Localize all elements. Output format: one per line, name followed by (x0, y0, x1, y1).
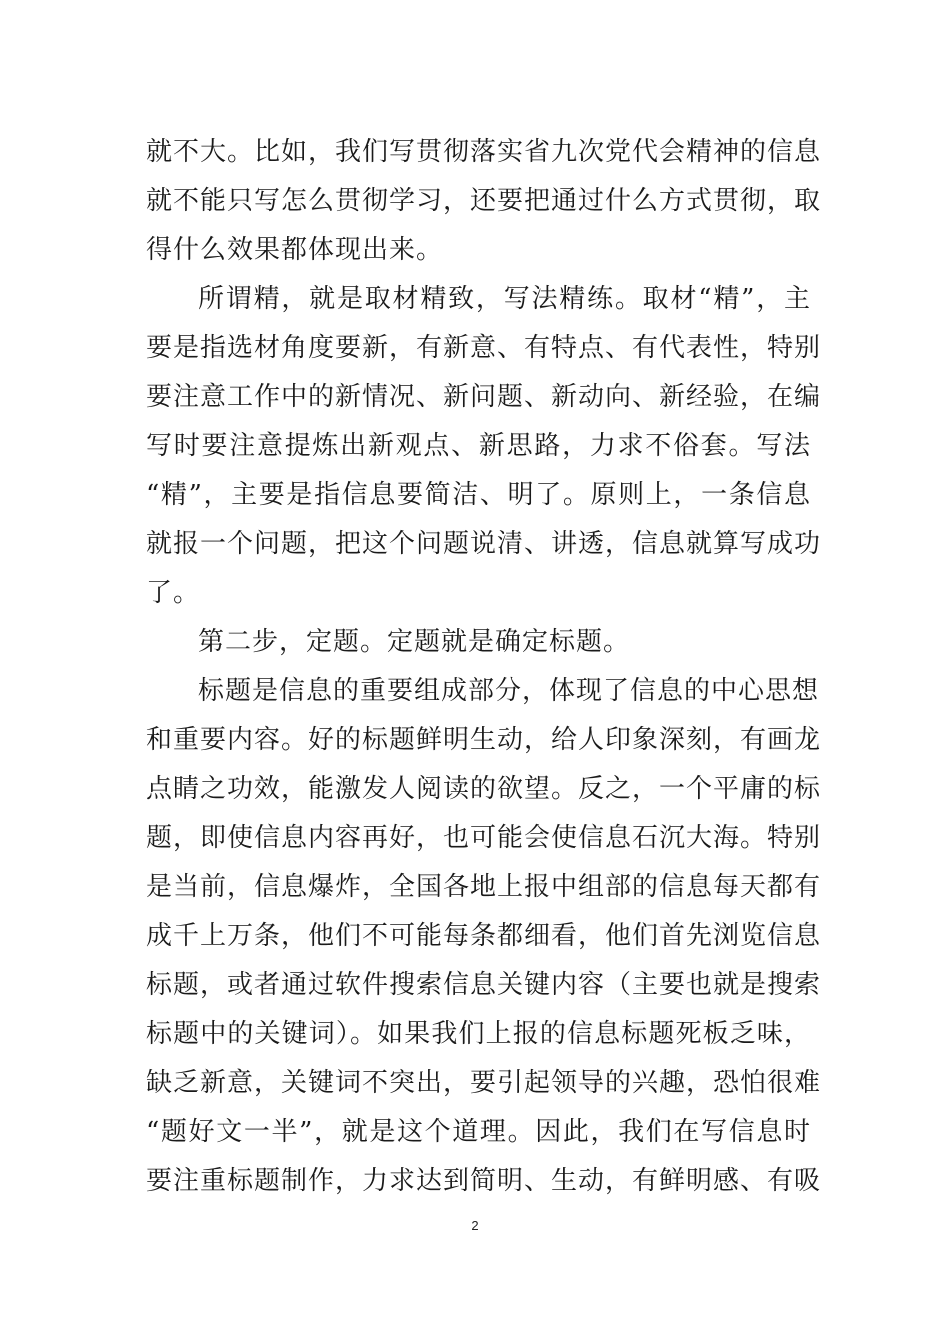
text-line: 就不能只写怎么贯彻学习，还要把通过什么方式贯彻，取 (146, 186, 822, 216)
paragraph-first-line: 第二步，定题。定题就是确定标题。 (198, 627, 631, 657)
text-line: 就报一个问题，把这个问题说清、讲透，信息就算写成功 (146, 529, 822, 559)
text-line: 写时要注意提炼出新观点、新思路，力求不俗套。写法 (146, 431, 811, 461)
text-line: 要是指选材角度要新，有新意、有特点、有代表性，特别 (146, 333, 822, 363)
text-line: 和重要内容。好的标题鲜明生动，给人印象深刻，有画龙 (146, 725, 822, 755)
text-line: 得什么效果都体现出来。 (146, 235, 444, 265)
text-line: 题，即使信息内容再好，也可能会使信息石沉大海。特别 (146, 823, 822, 853)
text-line: 标题中的关键词）。如果我们上报的信息标题死板乏味， (146, 1019, 811, 1049)
paragraph-first-line: 所谓精，就是取材精致，写法精练。取材“精”，主 (198, 284, 811, 314)
text-line: 点睛之功效，能激发人阅读的欲望。反之，一个平庸的标 (146, 774, 822, 804)
text-line: 要注重标题制作，力求达到简明、生动，有鲜明感、有吸 (146, 1166, 822, 1196)
text-line: 缺乏新意，关键词不突出，要引起领导的兴趣，恐怕很难 (146, 1068, 822, 1098)
text-line: 就不大。比如，我们写贯彻落实省九次党代会精神的信息 (146, 137, 822, 167)
text-line: 了。 (146, 578, 201, 608)
text-line: “题好文一半”，就是这个道理。因此，我们在写信息时 (146, 1117, 811, 1147)
text-line: 是当前，信息爆炸，全国各地上报中组部的信息每天都有 (146, 872, 822, 902)
text-line: 成千上万条，他们不可能每条都细看，他们首先浏览信息 (146, 921, 822, 951)
paragraph-first-line: 标题是信息的重要组成部分，体现了信息的中心思想 (198, 676, 820, 706)
page-number: 2 (471, 1218, 479, 1233)
text-line: 要注意工作中的新情况、新问题、新动向、新经验，在编 (146, 382, 822, 412)
body-text (146, 128, 822, 1206)
text-line: 标题，或者通过软件搜索信息关键内容（主要也就是搜索 (146, 970, 822, 1000)
text-line: “精”，主要是指信息要简洁、明了。原则上，一条信息 (146, 480, 811, 510)
